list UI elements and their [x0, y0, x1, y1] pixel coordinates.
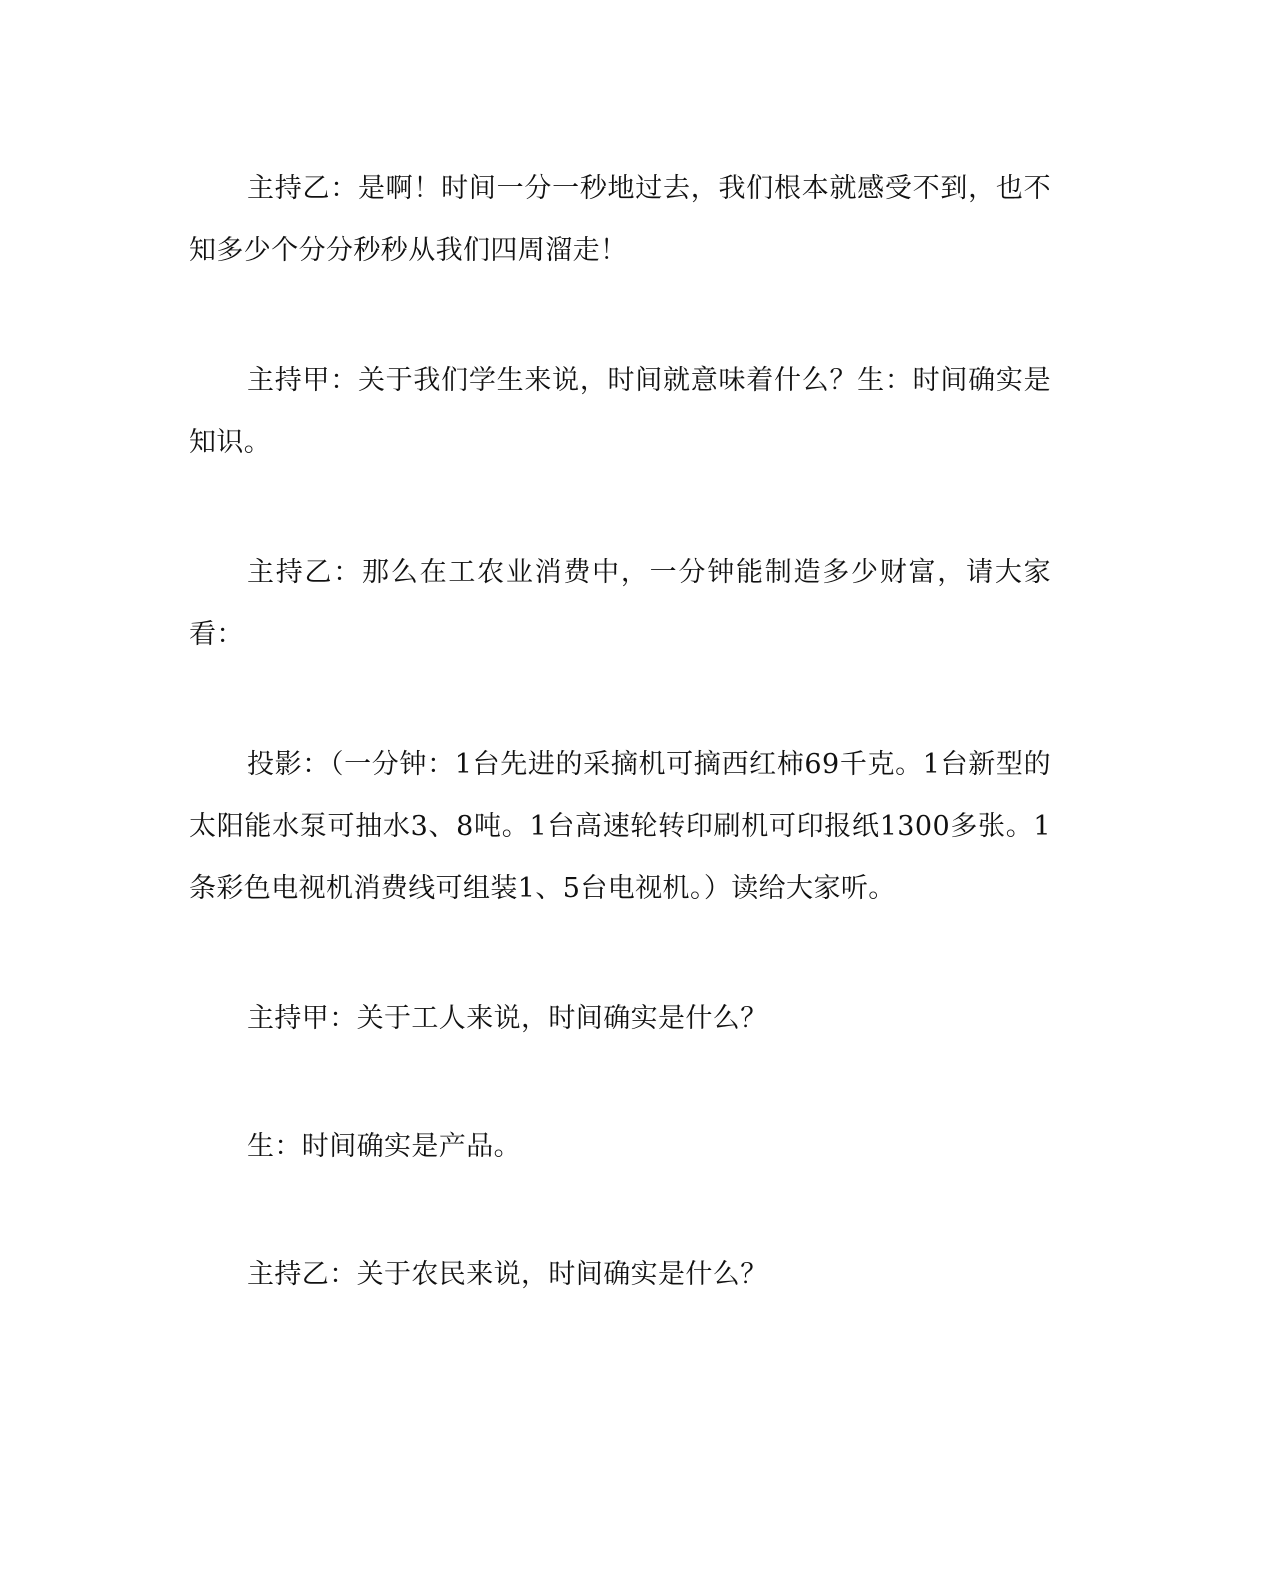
paragraph-host-b-farmers: 主持乙：关于农民来说，时间确实是什么？ [247, 1259, 768, 1290]
paragraph-projection: 投影：（一分钟：1台先进的采摘机可摘西红柿69千克。1台新型的太阳能水泵可抽水3、8吨。1台高速轮转印刷机可印报纸1300多张。1条彩色电视机消费线可组装1、5台电视机。）读给大家听。 [189, 749, 1051, 904]
paragraph-student-answer: 生：时间确实是产品。 [247, 1131, 521, 1162]
paragraph-host-b-production: 主持乙：那么在工农业消费中，一分钟能制造多少财富，请大家看： [189, 557, 1051, 650]
paragraph-host-b-time-passing: 主持乙：是啊！时间一分一秒地过去，我们根本就感受不到，也不知多少个分分秒秒从我们四周溜走！ [189, 173, 1051, 266]
paragraph-host-a-workers: 主持甲：关于工人来说，时间确实是什么？ [247, 1003, 768, 1034]
paragraph-host-a-students: 主持甲：关于我们学生来说，时间就意味着什么？生：时间确实是知识。 [189, 365, 1051, 458]
